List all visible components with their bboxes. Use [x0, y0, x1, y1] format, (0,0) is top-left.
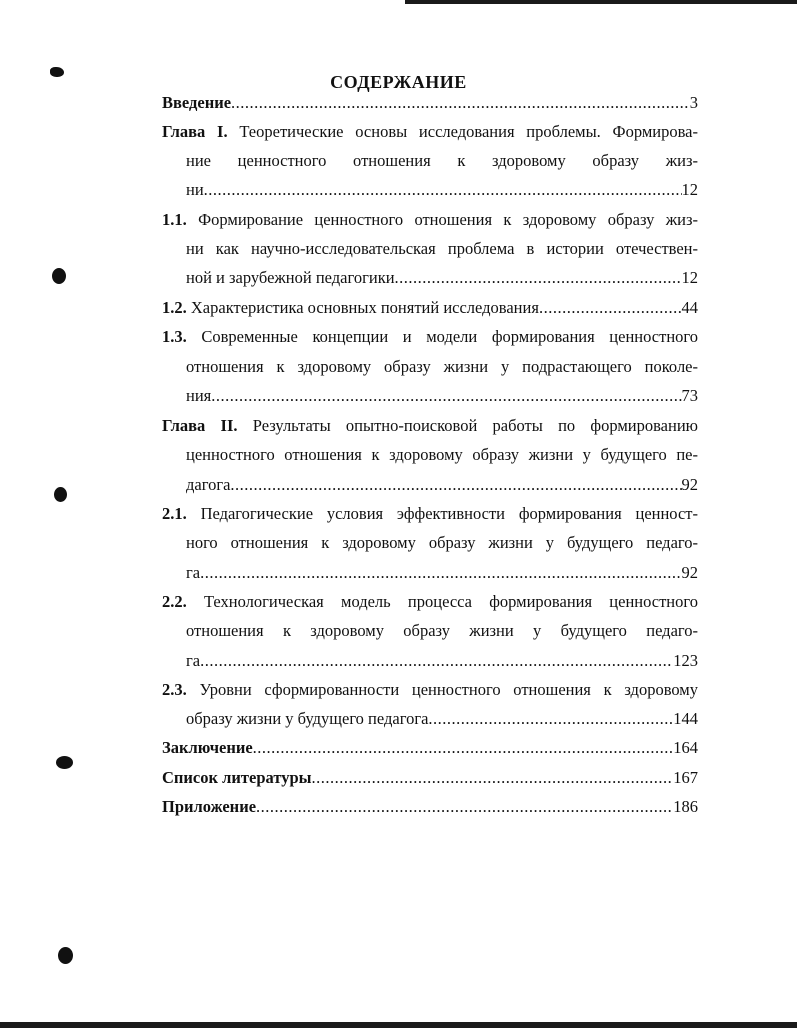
toc-entry-number: 2.3.	[162, 680, 187, 699]
toc-entry-last-line	[186, 562, 698, 584]
toc-page-number: 92	[681, 563, 698, 582]
toc-page-number: 167	[673, 768, 698, 787]
toc-entry-number: Глава I.	[162, 122, 228, 141]
toc-entry-last-line	[186, 267, 698, 289]
toc-entry-appendix[interactable]	[162, 796, 698, 818]
toc-entry-text: ценностного отношения к здоровому образу жизни у будущего пе-	[186, 445, 698, 464]
toc-entry-section-2-1[interactable]	[162, 503, 698, 525]
toc-page-number: 164	[673, 738, 698, 757]
toc-entry-text: га	[186, 563, 201, 582]
toc-page-number: 44	[681, 298, 698, 317]
toc-entry-text: Педагогические условия эффективности формирования ценност-	[200, 504, 698, 523]
toc-entry-chapter-2[interactable]	[162, 415, 698, 437]
toc-leader-dots	[253, 737, 674, 759]
toc-entry-text: Уровни сформированности ценностного отношения к здоровому	[199, 680, 698, 699]
toc-entry-text: Результаты опытно-поисковой работы по формированию	[252, 416, 698, 435]
toc-leader-dots	[211, 385, 681, 407]
toc-entry-text: ние ценностного отношения к здоровому образу жиз-	[186, 151, 698, 170]
toc-leader-dots	[312, 767, 674, 789]
toc-entry-last-line	[186, 650, 698, 672]
toc-leader-dots	[200, 562, 681, 584]
toc-entry-section-1-1[interactable]	[162, 209, 698, 231]
toc-entry-number: 1.1.	[162, 210, 187, 229]
toc-entry-text: ни как научно-исследовательская проблема в истории отечествен-	[186, 239, 698, 258]
scan-edge-bottom	[0, 1022, 797, 1028]
punch-hole-mark	[54, 487, 67, 502]
toc-entry-number: Глава II.	[162, 416, 238, 435]
toc-entry-last-line	[186, 179, 698, 201]
toc-entry-section-2-2[interactable]	[162, 591, 698, 613]
toc-page-number: 73	[681, 386, 698, 405]
toc-entry-number: 1.2.	[162, 298, 187, 317]
punch-hole-mark	[56, 756, 73, 769]
toc-leader-dots	[395, 267, 682, 289]
toc-entry-intro[interactable]	[162, 92, 698, 114]
toc-leader-dots	[204, 179, 682, 201]
toc-entry-label: Список литературы	[162, 768, 312, 787]
toc-entry-text: Современные концепции и модели формирования ценностного	[201, 327, 699, 346]
toc-entry-last-line	[186, 708, 698, 730]
toc-entry-text: ного отношения к здоровому образу жизни у будущего педаго-	[186, 533, 698, 552]
toc-entry-section-2-3[interactable]	[162, 679, 698, 701]
toc-entry-bibliography[interactable]	[162, 767, 698, 789]
toc-entry-text: отношения к здоровому образу жизни у подрастающего поколе-	[186, 357, 698, 376]
toc-page-number: 144	[673, 709, 698, 728]
toc-entry-last-line	[186, 385, 698, 407]
toc-page-number: 12	[681, 268, 698, 287]
toc-leader-dots	[428, 708, 673, 730]
toc-page-number: 3	[689, 93, 698, 112]
toc-entry-number: 1.3.	[162, 327, 187, 346]
toc-entry-chapter-1[interactable]	[162, 121, 698, 143]
page-title: СОДЕРЖАНИЕ	[330, 72, 467, 92]
toc-entry-text: Теоретические основы исследования проблемы. Формирова-	[239, 122, 698, 141]
toc-entry-text: образу жизни у будущего педагога	[186, 709, 429, 728]
toc-leader-dots	[230, 474, 681, 496]
toc-entry-number: 2.1.	[162, 504, 187, 523]
punch-hole-mark	[58, 947, 73, 964]
toc-page-number: 186	[673, 797, 698, 816]
toc-entry-text: дагога	[186, 475, 231, 494]
toc-entry-text: Характеристика основных понятий исследования	[190, 298, 539, 317]
punch-hole-mark	[52, 268, 66, 284]
toc-entry-text: Формирование ценностного отношения к здоровому образу жиз-	[198, 210, 699, 229]
toc-leader-dots	[539, 297, 682, 319]
toc-page-number: 123	[673, 651, 698, 670]
toc-entry-text: Технологическая модель процесса формирования ценностного	[203, 592, 698, 611]
scan-edge-gap	[505, 1020, 595, 1022]
toc-entry-text: ной и зарубежной педагогики	[186, 268, 395, 287]
toc-entry-label: Введение	[162, 93, 232, 112]
toc-entry-text: ния	[186, 386, 212, 405]
toc-leader-dots	[256, 796, 673, 818]
toc-leader-dots	[200, 650, 673, 672]
scan-edge-top	[405, 0, 797, 4]
toc-entry-label: Заключение	[162, 738, 253, 757]
toc-leader-dots	[231, 92, 690, 114]
toc-entry-label: Приложение	[162, 797, 257, 816]
toc-entry-conclusion[interactable]	[162, 737, 698, 759]
toc-entry-text: га	[186, 651, 201, 670]
toc-entry-section-1-3[interactable]	[162, 326, 698, 348]
toc-entry-section-1-2[interactable]	[162, 297, 698, 319]
toc-entry-number: 2.2.	[162, 592, 187, 611]
toc-entry-text: ни	[186, 180, 204, 199]
toc-entry-text: отношения к здоровому образу жизни у будущего педаго-	[186, 621, 698, 640]
toc-page-number: 12	[681, 180, 698, 199]
toc-entry-last-line	[186, 474, 698, 496]
toc-page-number: 92	[681, 475, 698, 494]
